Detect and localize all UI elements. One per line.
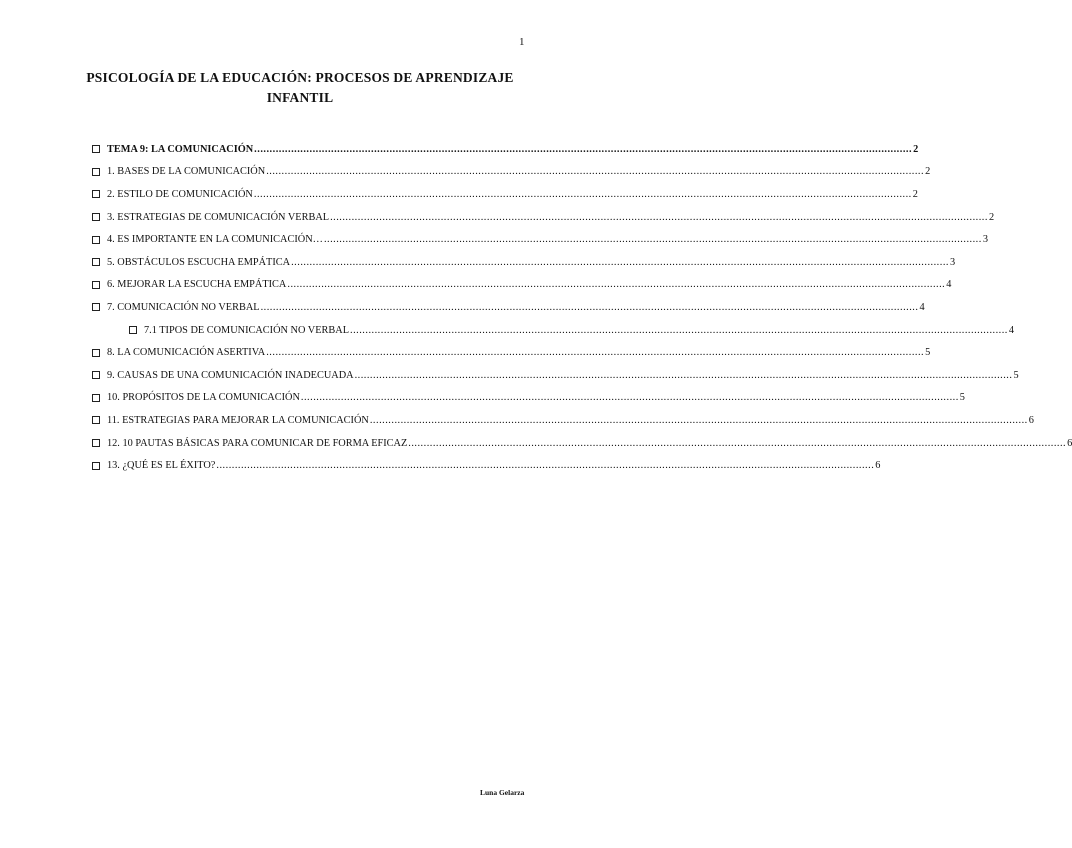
checkbox-icon [92, 371, 100, 379]
dot-leader [355, 370, 1013, 381]
toc-entry-7[interactable] [92, 296, 925, 319]
toc-entry-5[interactable] [92, 251, 956, 274]
toc-entry-7-1[interactable] [92, 319, 1015, 342]
toc-entry-page: 4 [919, 301, 925, 313]
checkbox-icon [92, 258, 100, 266]
toc-entry-label: 12. 10 PAUTAS BÁSICAS PARA COMUNICAR DE FORMA EFICAZ [107, 437, 408, 449]
document-title-line-1: PSICOLOGÍA DE LA EDUCACIÓN: PROCESOS DE APRENDIZAJE [86, 70, 514, 85]
toc-entry-4[interactable] [92, 228, 988, 251]
checkbox-icon [92, 394, 100, 402]
toc-entry-page: 3 [982, 234, 988, 246]
checkbox-icon [92, 462, 100, 470]
toc-entry-page: 4 [1008, 324, 1015, 336]
table-of-contents [92, 138, 1072, 477]
toc-entry-8[interactable] [92, 341, 931, 364]
dot-leader [324, 234, 982, 245]
toc-entry-label: 3. ESTRATEGIAS DE COMUNICACIÓN VERBAL [107, 211, 330, 223]
dot-leader [254, 144, 912, 155]
toc-entry-page: 4 [946, 279, 952, 291]
toc-entry-13[interactable] [92, 454, 881, 477]
toc-entry-10[interactable] [92, 387, 965, 410]
document-title [70, 68, 530, 108]
checkbox-icon [92, 349, 100, 357]
toc-entry-page: 2 [913, 143, 919, 155]
toc-entry-9[interactable] [92, 364, 1019, 387]
toc-entry-page: 2 [988, 211, 995, 223]
dot-leader [287, 279, 945, 290]
toc-entry-label: 5. OBSTÁCULOS ESCUCHA EMPÁTICA [107, 256, 291, 268]
checkbox-icon [92, 439, 100, 447]
checkbox-icon [92, 303, 100, 311]
checkbox-icon [92, 416, 100, 424]
toc-entry-6[interactable] [92, 274, 952, 297]
dot-leader [266, 347, 924, 358]
dot-leader [266, 166, 924, 177]
author-name: Luna Gelarza [480, 788, 525, 797]
toc-entry-2[interactable] [92, 183, 918, 206]
checkbox-icon [92, 190, 100, 198]
toc-entry-page: 6 [875, 460, 881, 472]
checkbox-icon [92, 236, 100, 244]
toc-entry-label: 6. MEJORAR LA ESCUCHA EMPÁTICA [107, 279, 287, 291]
toc-entry-11[interactable] [92, 409, 1034, 432]
toc-entry-page: 2 [912, 188, 918, 200]
dot-leader [291, 257, 949, 268]
toc-entry-page: 5 [925, 347, 931, 359]
toc-entry-label: 4. ES IMPORTANTE EN LA COMUNICACIÓN… [107, 234, 323, 246]
checkbox-icon [92, 213, 100, 221]
toc-entry-label: 7. COMUNICACIÓN NO VERBAL [107, 301, 260, 313]
dot-leader [261, 302, 919, 313]
toc-entry-label: 10. PROPÓSITOS DE LA COMUNICACIÓN [107, 392, 300, 404]
dot-leader [350, 325, 1008, 336]
checkbox-icon [92, 145, 100, 153]
dot-leader [216, 460, 874, 471]
toc-entry-label: 11. ESTRATEGIAS PARA MEJORAR LA COMUNICACIÓN [107, 414, 369, 426]
checkbox-icon [92, 281, 100, 289]
checkbox-icon [129, 326, 137, 334]
toc-entry-3[interactable] [92, 206, 995, 229]
toc-entry-label: 8. LA COMUNICACIÓN ASERTIVA [107, 347, 266, 359]
toc-entry-page: 5 [1013, 369, 1019, 381]
toc-entry-12[interactable] [92, 432, 1072, 455]
dot-leader [330, 212, 988, 223]
checkbox-icon [92, 168, 100, 176]
dot-leader [370, 415, 1028, 426]
toc-entry-page: 5 [959, 392, 965, 404]
toc-entry-label: TEMA 9: LA COMUNICACIÓN [107, 143, 254, 155]
toc-entry-label: 1. BASES DE LA COMUNICACIÓN [107, 166, 266, 178]
toc-entry-label: 2. ESTILO DE COMUNICACIÓN [107, 188, 253, 200]
toc-entry-label: 7.1 TIPOS DE COMUNICACIÓN NO VERBAL [144, 324, 349, 336]
toc-entry-label: 9. CAUSAS DE UNA COMUNICACIÓN INADECUADA [107, 369, 354, 381]
toc-entry-label: 13. ¿QUÉ ES EL ÉXITO? [107, 460, 216, 472]
toc-entry-1[interactable] [92, 161, 931, 184]
dot-leader [301, 392, 959, 403]
toc-entry-page: 3 [949, 256, 956, 268]
page-number: 1 [519, 36, 525, 48]
toc-entry-tema-9[interactable] [92, 138, 919, 161]
dot-leader [408, 438, 1066, 449]
toc-entry-page: 6 [1028, 414, 1034, 426]
toc-entry-page: 2 [925, 166, 931, 178]
dot-leader [254, 189, 912, 200]
toc-entry-page: 6 [1067, 437, 1072, 449]
document-title-line-2: INFANTIL [266, 90, 334, 105]
